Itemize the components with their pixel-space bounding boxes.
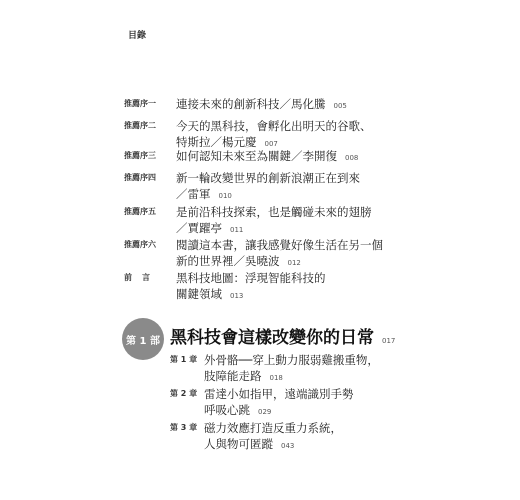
toc-entry-chapter-2[interactable] [170, 386, 354, 420]
toc-entry-chapter-3[interactable] [170, 420, 342, 454]
entry-title-line: ／雷軍 [176, 187, 211, 201]
entry-title-line: 肢障能走路 [204, 369, 262, 383]
toc-entry-preface-6[interactable] [124, 237, 383, 271]
entry-title-line: 連接未來的創新科技／馬化騰 [176, 97, 326, 111]
entry-title-line: 如何認知未來至為關鍵／李開復 [176, 149, 337, 163]
entry-label: 推薦序二 [124, 121, 156, 130]
entry-label: 推薦序五 [124, 207, 156, 216]
entry-title-line: 關鍵領域 [176, 287, 222, 301]
page-number: 043 [281, 442, 295, 450]
toc-entry-preface-1[interactable] [124, 96, 347, 114]
page-number: 029 [258, 408, 272, 416]
toc-entry-preface-2[interactable] [124, 118, 372, 152]
page-number: 005 [333, 102, 347, 110]
entry-title-line: 磁力效應打造反重力系統， [204, 421, 342, 435]
part-badge: 第 1 部 [122, 318, 164, 360]
entry-title-line: 人與物可匿蹤 [204, 437, 273, 451]
entry-title-line: 閱讀這本書，讓我感覺好像生活在另一個 [176, 238, 383, 252]
page-number: 010 [218, 192, 232, 200]
page-number: 013 [230, 292, 244, 300]
entry-label: 推薦序四 [124, 173, 156, 182]
page-number: 012 [287, 259, 301, 267]
entry-title-line: 是前沿科技探索，也是觸碰未來的翅膀 [176, 205, 372, 219]
entry-label: 推薦序三 [124, 151, 156, 160]
page-title: 目錄 [128, 31, 147, 41]
entry-title-line: 外骨骼──穿上動力服弱雞搬重物， [204, 353, 379, 367]
entry-title-line: 特斯拉／楊元慶 [176, 135, 257, 149]
toc-entry-preface-5[interactable] [124, 204, 372, 238]
entry-label: 推薦序六 [124, 240, 156, 249]
entry-title-line: 黑科技地圖：浮現智能科技的 [176, 271, 326, 285]
page-number: 017 [382, 337, 396, 345]
entry-label: 第 2 章 [170, 389, 198, 398]
entry-label: 第 1 章 [170, 355, 198, 364]
part-title: 黑科技會這樣改變你的日常 [170, 328, 374, 348]
entry-title-line: ／賈躍亭 [176, 221, 222, 235]
toc-entry-foreword[interactable] [124, 270, 326, 304]
entry-label: 前言 [124, 273, 160, 282]
page-number: 011 [230, 226, 244, 234]
entry-title-line: 雷達小如指甲，遠端識別手勢 [204, 387, 354, 401]
entry-label: 第 3 章 [170, 423, 198, 432]
toc-entry-chapter-1[interactable] [170, 352, 379, 386]
entry-title-line: 今天的黑科技，會孵化出明天的谷歌、 [176, 119, 372, 133]
toc-entry-preface-4[interactable] [124, 170, 360, 204]
toc-entry-preface-3[interactable] [124, 148, 359, 166]
entry-label: 推薦序一 [124, 99, 156, 108]
page-number: 008 [345, 154, 359, 162]
page-number: 007 [264, 140, 278, 148]
page-number: 018 [269, 374, 283, 382]
entry-title-line: 新一輪改變世界的創新浪潮正在到來 [176, 171, 360, 185]
entry-title-line: 呼吸心跳 [204, 403, 250, 417]
toc-entry-part-1[interactable] [170, 323, 395, 348]
entry-title-line: 新的世界裡／吳曉波 [176, 254, 280, 268]
